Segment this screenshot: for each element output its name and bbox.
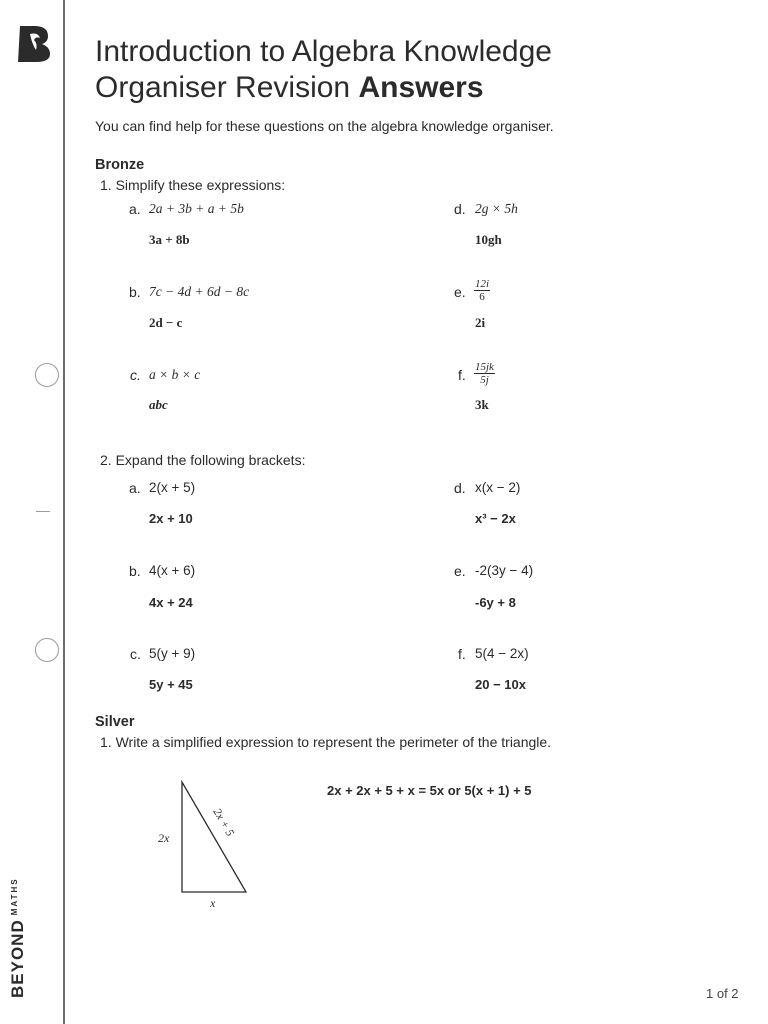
triangle-shape xyxy=(182,782,246,892)
q2f-expression: 5(4 − 2x) xyxy=(475,646,529,661)
q1d-label: d. xyxy=(454,201,466,217)
q2c-label: c. xyxy=(130,646,141,662)
punch-hole-top xyxy=(35,363,59,387)
triangle-diagram xyxy=(150,776,260,916)
title-line-2: Organiser Revision xyxy=(95,71,351,104)
title-answers: Answers xyxy=(358,71,484,104)
q1e-label: e. xyxy=(454,284,466,300)
q2d-expression: x(x − 2) xyxy=(475,480,521,495)
q1c-label: c. xyxy=(130,367,141,383)
q1b-expression: 7c − 4d + 6d − 8c xyxy=(149,284,250,299)
q2b-expression: 4(x + 6) xyxy=(149,563,196,578)
title-line-1: Introduction to Algebra Knowledge xyxy=(95,35,552,68)
triangle-side-left: 2x xyxy=(158,831,170,845)
q1b-answer: 2d − c xyxy=(149,315,183,330)
silver-heading: Silver xyxy=(95,714,135,730)
q1a-answer: 3a + 8b xyxy=(149,232,190,247)
q2d-answer: x³ − 2x xyxy=(475,511,516,526)
q2a-answer: 2x + 10 xyxy=(149,511,193,526)
q2a-expression: 2(x + 5) xyxy=(149,480,196,495)
q1f-denominator: 5j xyxy=(480,374,489,386)
q1b-label: b. xyxy=(129,284,141,300)
q1d-expression: 2g × 5h xyxy=(475,201,518,216)
q1c-answer: abc xyxy=(149,397,168,412)
perimeter-answer: 2x + 2x + 5 + x = 5x or 5(x + 1) + 5 xyxy=(327,783,532,798)
brand-wordmark xyxy=(8,877,28,998)
q2e-label: e. xyxy=(454,563,466,579)
q1f-answer: 3k xyxy=(475,397,489,412)
q2e-answer: -6y + 8 xyxy=(475,595,516,610)
q1e-numerator: 12i xyxy=(475,278,490,290)
q2b-label: b. xyxy=(129,563,141,579)
q1a-label: a. xyxy=(129,201,141,217)
page-title xyxy=(95,34,552,106)
q1f-fraction xyxy=(474,361,495,386)
q2e-expression: -2(3y − 4) xyxy=(475,563,534,578)
q2c-answer: 5y + 45 xyxy=(149,677,193,692)
page-number: 1 of 2 xyxy=(706,986,739,1001)
q2b-answer: 4x + 24 xyxy=(149,595,193,610)
triangle-side-bottom: x xyxy=(210,896,216,910)
bronze-q1-prompt: 1. Simplify these expressions: xyxy=(100,177,286,193)
q1a-expression: 2a + 3b + a + 5b xyxy=(149,201,244,216)
brand-name: BEYOND xyxy=(8,919,27,998)
q1f-numerator: 15jk xyxy=(475,361,494,373)
fold-mark xyxy=(36,511,50,512)
bronze-heading: Bronze xyxy=(95,157,145,173)
q1e-denominator: 6 xyxy=(479,291,485,303)
intro-text: You can find help for these questions on the algebra knowledge organiser. xyxy=(95,118,554,134)
q1e-answer: 2i xyxy=(475,315,486,330)
q2c-expression: 5(y + 9) xyxy=(149,646,196,661)
q2d-label: d. xyxy=(454,480,466,496)
punch-hole-bottom xyxy=(35,638,59,662)
brand-sub: MATHS xyxy=(10,877,19,916)
triangle-side-hyp: 2x + 5 xyxy=(210,806,236,839)
q1f-label: f. xyxy=(458,367,466,383)
silver-q1-prompt: 1. Write a simplified expression to represent the perimeter of the triangle. xyxy=(100,734,552,750)
q1d-answer: 10gh xyxy=(475,232,502,247)
q2f-answer: 20 − 10x xyxy=(475,677,526,692)
q2f-label: f. xyxy=(458,646,466,662)
margin-line xyxy=(63,0,65,1024)
q1c-expression: a × b × c xyxy=(149,367,201,382)
beyond-logo-icon xyxy=(16,24,52,64)
q2a-label: a. xyxy=(129,480,141,496)
bronze-q2-prompt: 2. Expand the following brackets: xyxy=(100,452,306,468)
q1e-fraction xyxy=(474,278,490,303)
